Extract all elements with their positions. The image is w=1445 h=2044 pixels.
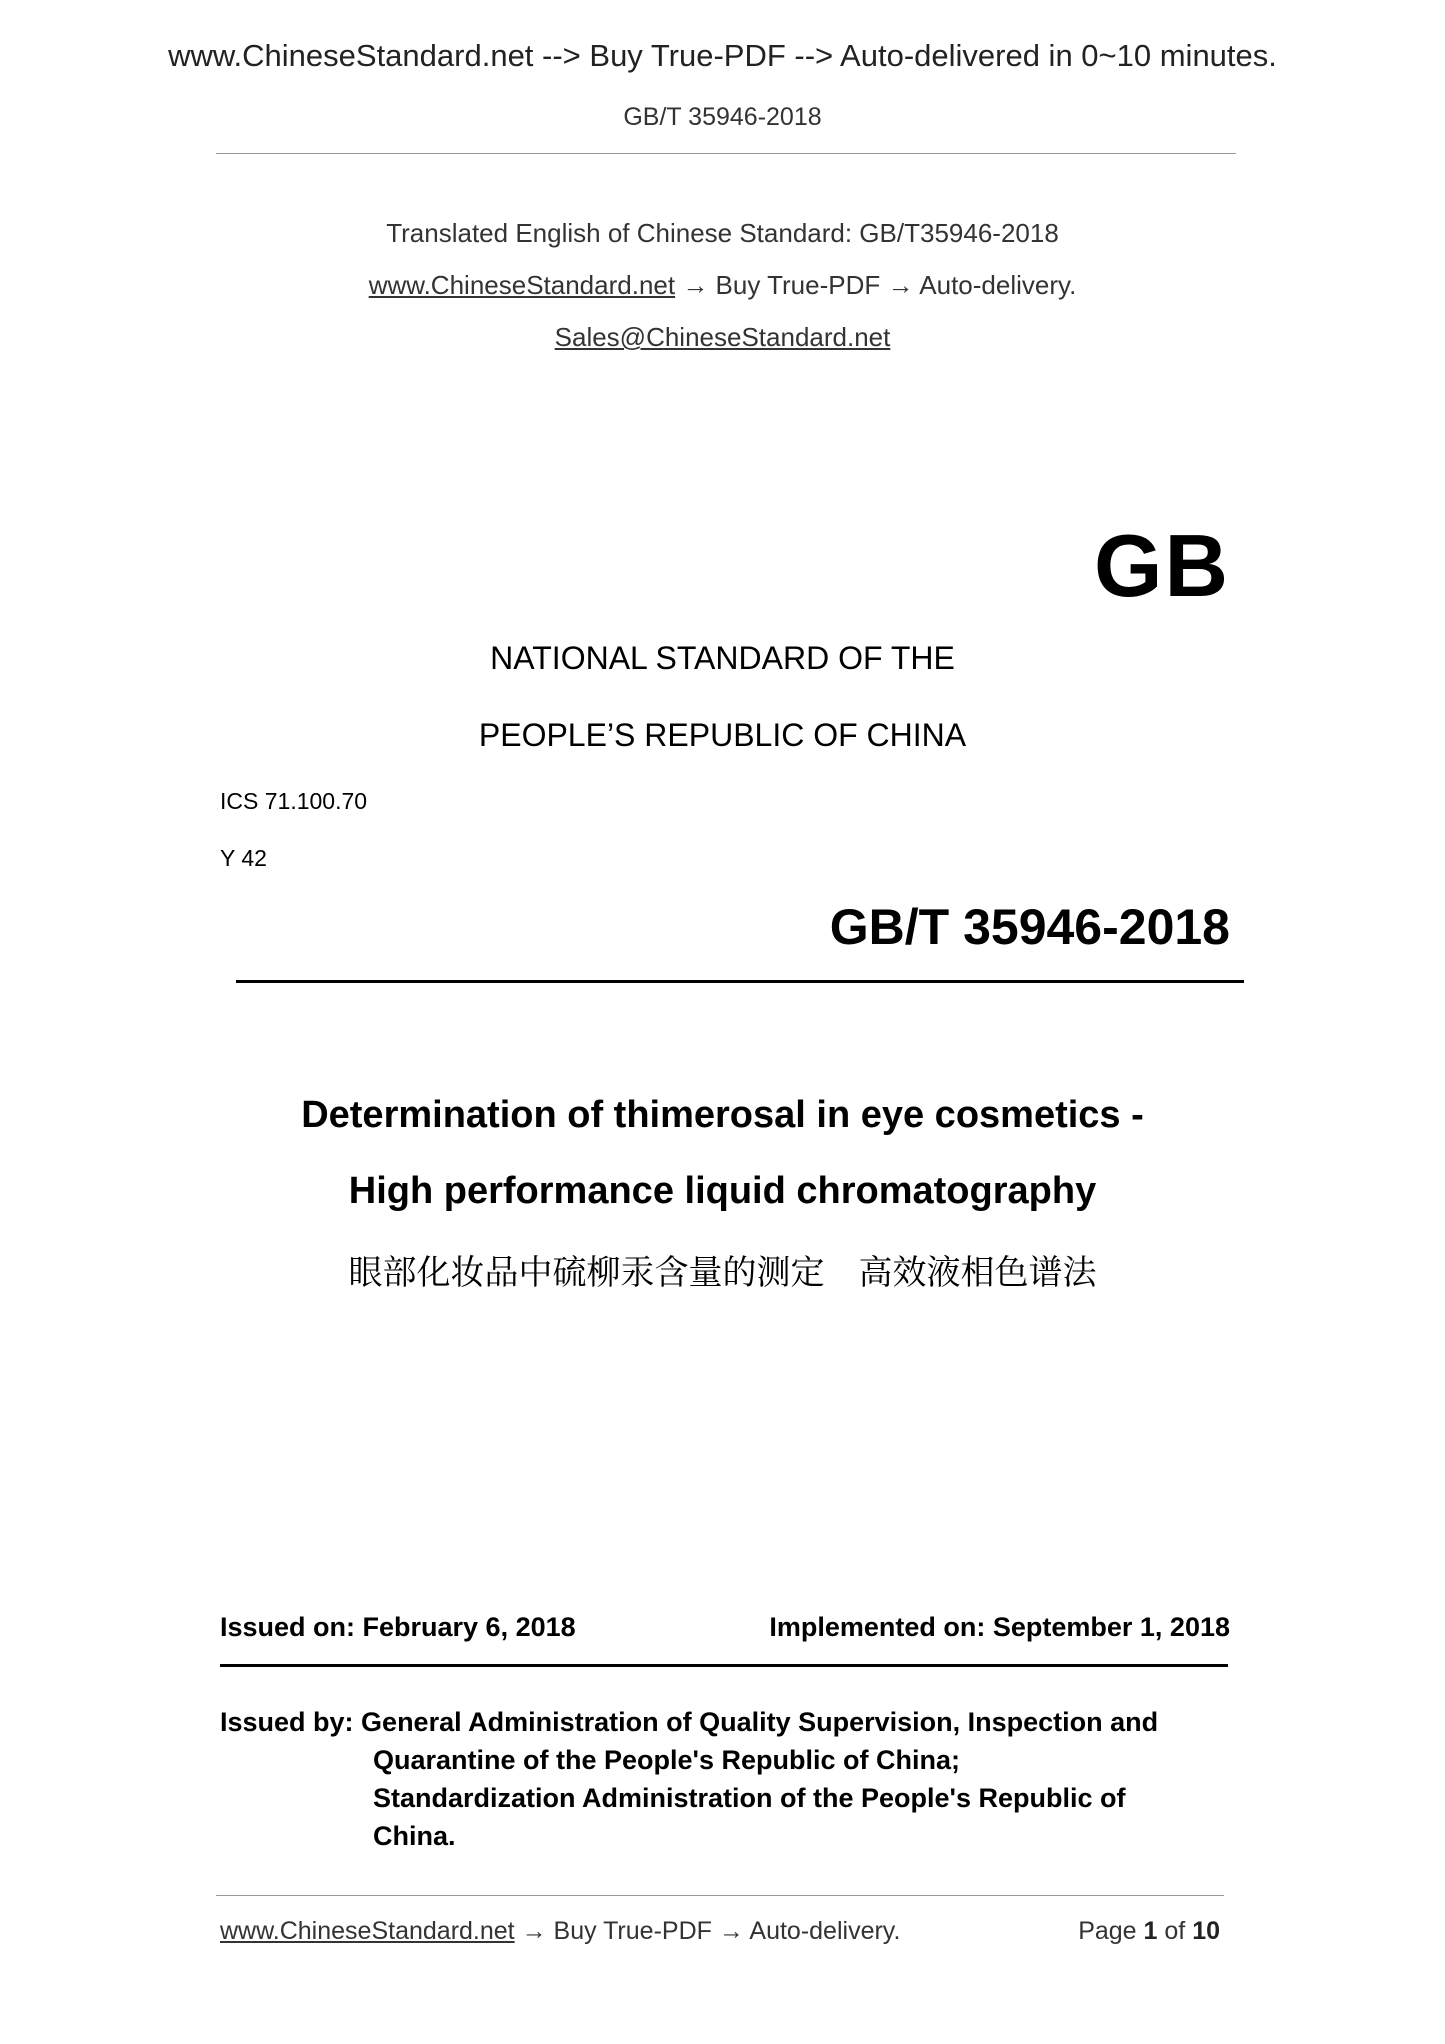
issued-by-line2: Quarantine of the People's Republic of China; [373,1745,960,1775]
sales-email-link[interactable]: Sales@ChineseStandard.net [554,322,891,352]
translation-purchase-line [0,270,1445,301]
translation-notice: Translated English of Chinese Standard: GB/T35946-2018 [386,218,1059,248]
translation-email-line [0,322,1445,353]
gb-mark: GB [1094,516,1230,615]
implemented-on-date: Implemented on: September 1, 2018 [769,1612,1230,1642]
footer-divider [216,1895,1224,1896]
purchase-text: → Buy True-PDF → Auto-delivery. [675,270,1077,300]
top-banner: www.ChineseStandard.net --> Buy True-PDF --> Auto-delivered in 0~10 minutes. [168,38,1277,73]
issued-by-line4: China. [373,1821,456,1851]
dates-divider [220,1664,1228,1667]
header-divider [216,153,1236,154]
title-chinese: 眼部化妆品中硫柳汞含量的测定 高效液相色谱法 [348,1253,1097,1293]
issued-on-date: Issued on: February 6, 2018 [220,1612,576,1642]
classification-code: Y 42 [220,845,267,871]
page-label: Page [1078,1917,1144,1945]
national-standard-line1: NATIONAL STANDARD OF THE [490,640,955,676]
standard-number-divider [236,980,1244,983]
site-link[interactable]: www.ChineseStandard.net [368,270,676,300]
title-line1: Determination of thimerosal in eye cosmetics - [301,1094,1144,1136]
page-of-label: of [1157,1917,1193,1945]
footer-purchase-text: → Buy True-PDF → Auto-delivery. [514,1917,901,1945]
page-number: 1 [1143,1917,1158,1945]
title-line2: High performance liquid chromatography [348,1170,1097,1212]
header-standard-code: GB/T 35946-2018 [623,103,822,131]
page-indicator [1078,1917,1220,1946]
issued-by-label: Issued by: [220,1707,362,1737]
issued-by-line1: General Administration of Quality Supervision, Inspection and [361,1707,1159,1737]
footer-purchase-line [220,1917,900,1946]
page-total: 10 [1192,1917,1220,1945]
ics-code: ICS 71.100.70 [220,788,368,814]
national-standard-line2: PEOPLE’S REPUBLIC OF CHINA [478,717,967,753]
issued-by-block [220,1703,1230,1855]
standard-number: GB/T 35946-2018 [829,899,1230,955]
footer-site-link[interactable]: www.ChineseStandard.net [220,1917,515,1945]
issued-by-line3: Standardization Administration of the People's Republic of [373,1783,1126,1813]
